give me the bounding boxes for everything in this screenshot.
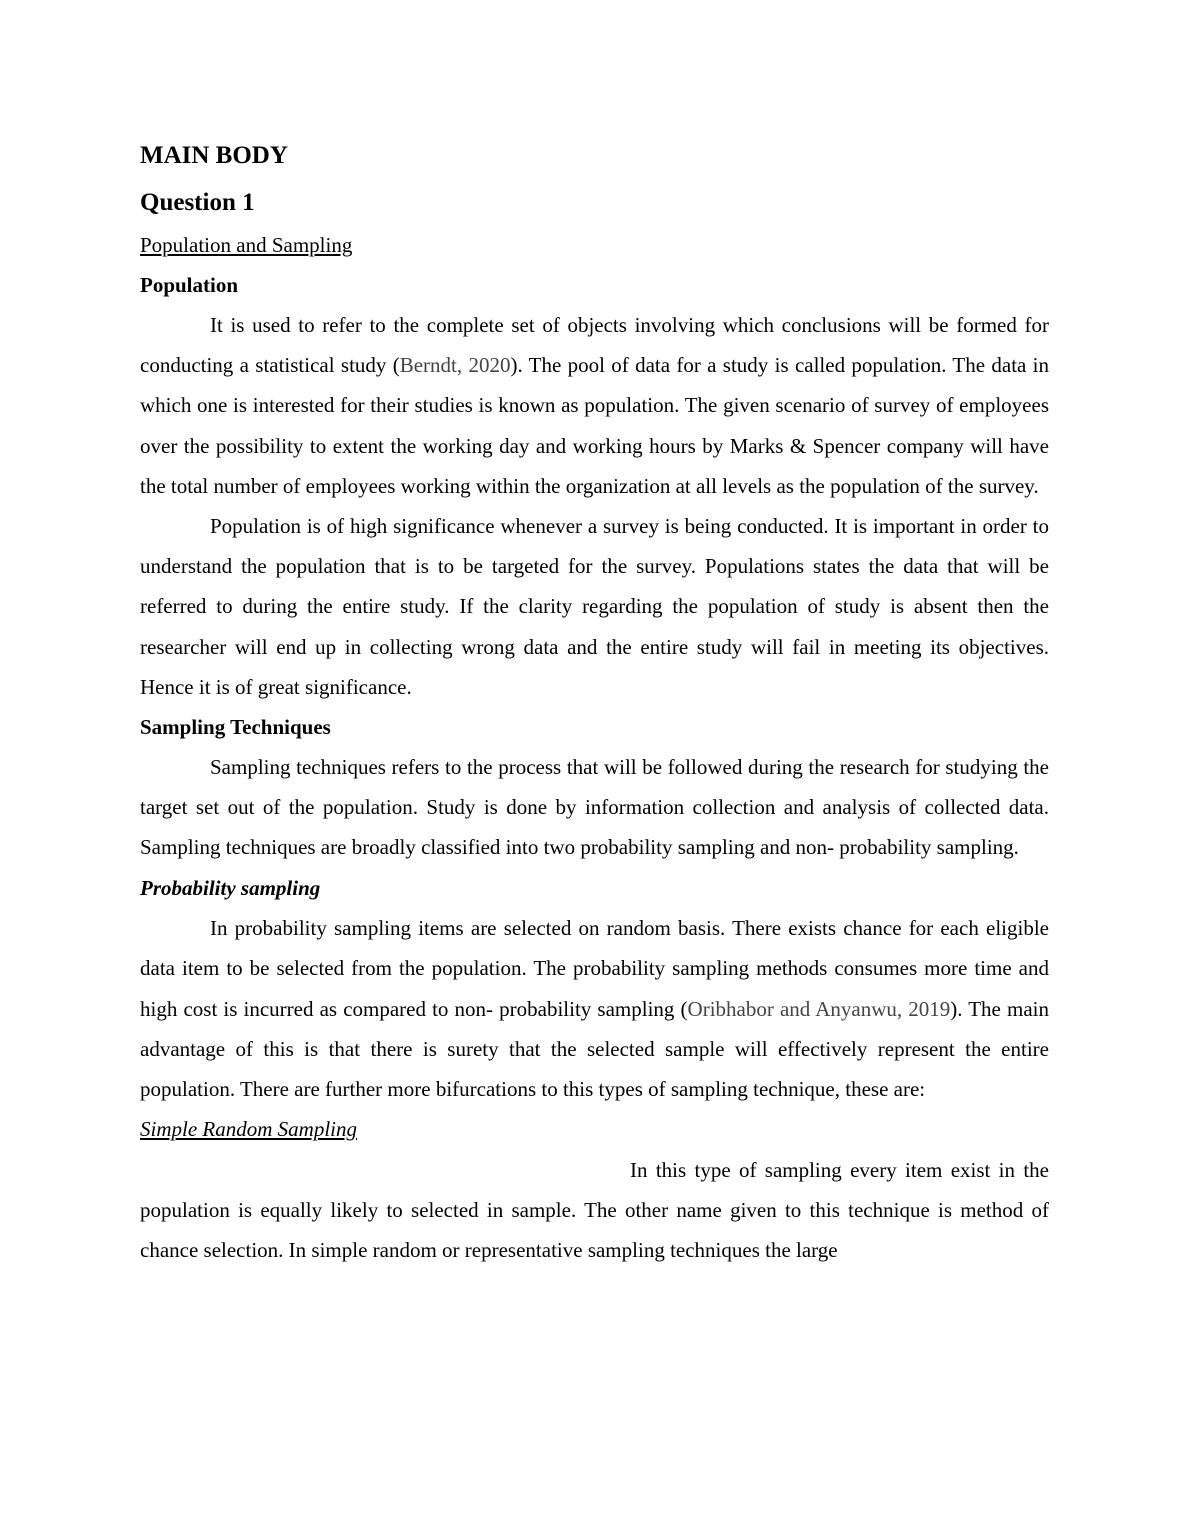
probability-sampling-heading: Probability sampling [140,875,321,900]
document-page [140,138,1049,1270]
population-paragraph-2: Population is of high significance whenever a survey is being conducted. It is important in order to understand the population that is to be targeted for the survey. Populations states the data that will be referred to during the entire study. If the clarity regarding the population of study is absent then the researcher will end up in collecting wrong data and the entire study will fail in meeting its objectives. Hence it is of great significance. [140,514,1049,699]
probability-paragraph-1 [140,908,1049,1109]
citation: Oribhabor and Anyanwu, 2019 [687,996,951,1021]
citation: Berndt, 2020 [399,353,511,378]
text-segment: It is used to refer to the complete set of objects involving which conclusions will be formed for conducting a statistical study ( [140,313,1049,378]
main-body-heading: MAIN BODY [140,142,288,169]
text-segment: ). The main advantage of this is that there is surety that the selected sample will effectively represent the entire population. There are further more bifurcations to this types of sampling technique, these are: [140,996,1049,1101]
simple-random-paragraph: In this type of sampling every item exist in the population is equally likely to selected in sample. The other name given to this technique is method of chance selection. In simple random or representative sampling techniques the large [140,1157,1049,1263]
sampling-techniques-heading: Sampling Techniques [140,715,331,740]
text-segment: ). The pool of data for a study is called population. The data in which one is interested for their studies is known as population. The given scenario of survey of employees over the possibility to extent the working day and working hours by Marks & Spencer company will have the total number of employees working within the organization at all levels as the population of the survey. [140,353,1050,498]
sampling-paragraph-1: Sampling techniques refers to the process that will be followed during the research for studying the target set out of the population. Study is done by information collection and analysis of collected data. Sampling techniques are broadly classified into two probability sampling and non- probability sampling. [140,755,1049,860]
question-heading: Question 1 [140,189,255,216]
section-title: Population and Sampling [140,233,353,257]
simple-random-sampling-heading: Simple Random Sampling [140,1117,357,1142]
population-paragraph-1 [140,305,1049,506]
text-segment: In probability sampling items are selected on random basis. There exists chance for each eligible data item to be selected from the population. The probability sampling methods consumes more time and high cost is incurred as compared to non- probability sampling ( [140,916,1049,1021]
population-heading: Population [140,273,239,297]
